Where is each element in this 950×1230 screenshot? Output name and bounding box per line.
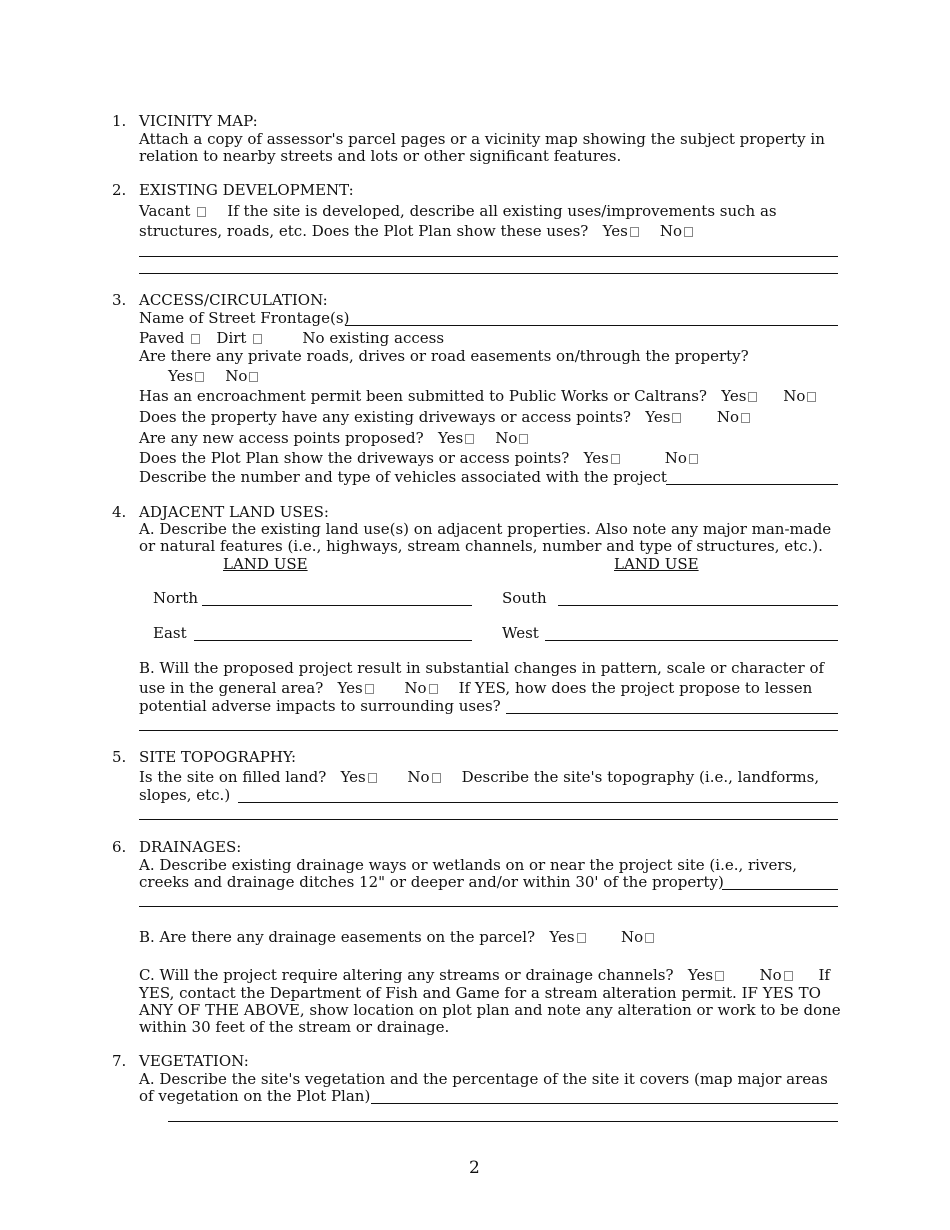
section-4b-line-3: potential adverse impacts to surrounding uses?: [139, 697, 501, 715]
section-6a-line-2: creeks and drainage ditches 12" or deeper and/or within 30' of the property): [139, 873, 724, 891]
surface-row: [139, 329, 444, 347]
private-roads-question: Are there any private roads, drives or road easements on/through the property?: [139, 347, 749, 365]
yes-label: Yes: [721, 387, 747, 405]
dirt-checkbox[interactable]: [253, 334, 262, 344]
yes-label: Yes: [437, 429, 464, 447]
yes-checkbox[interactable]: [672, 413, 681, 423]
section-4b-line-2: [139, 679, 812, 697]
section-7a-line-1: A. Describe the site's vegetation and the percentage of the site it covers (map major areas: [139, 1070, 828, 1088]
section-5-line-1: [139, 768, 819, 786]
no-label: No: [659, 222, 683, 240]
yes-checkbox[interactable]: [365, 684, 374, 694]
yes-checkbox[interactable]: [195, 372, 204, 382]
driveways-question: Does the property have any existing driveways or access points?: [139, 408, 631, 426]
section-4b-question: use in the general area?: [139, 679, 324, 697]
no-checkbox[interactable]: [689, 454, 698, 464]
topography-input-line-1[interactable]: [238, 802, 838, 803]
no-label: No: [664, 449, 687, 467]
vacant-label: Vacant: [139, 202, 191, 220]
no-checkbox[interactable]: [684, 227, 693, 237]
no-checkbox[interactable]: [784, 971, 793, 981]
section-1-title: VICINITY MAP:: [139, 112, 258, 130]
no-existing-access-label: No existing access: [302, 329, 445, 347]
no-label: No: [783, 387, 806, 405]
yes-checkbox[interactable]: [611, 454, 620, 464]
yes-label: Yes: [602, 222, 628, 240]
yes-checkbox[interactable]: [368, 773, 377, 783]
land-use-heading-left: LAND USE: [223, 555, 308, 573]
south-input[interactable]: [558, 605, 838, 606]
section-6c-line-3: ANY OF THE ABOVE, show location on plot plan and note any alteration or work to be done: [139, 1001, 841, 1019]
section-2-title: EXISTING DEVELOPMENT:: [139, 181, 354, 199]
new-access-question: Are any new access points proposed?: [139, 429, 424, 447]
section-6b-row: [139, 928, 656, 946]
yes-checkbox[interactable]: [465, 434, 474, 444]
drainage-input-line-2[interactable]: [139, 906, 838, 907]
section-5-line-2: slopes, etc.): [139, 786, 231, 804]
section-4-title: ADJACENT LAND USES:: [139, 503, 329, 521]
section-7-title: VEGETATION:: [139, 1052, 249, 1070]
yes-checkbox[interactable]: [715, 971, 724, 981]
drainage-easements-question: B. Are there any drainage easements on the parcel?: [139, 928, 536, 946]
section-4b-line-1: B. Will the proposed project result in substantial changes in pattern, scale or character of: [139, 659, 825, 677]
yes-label: Yes: [168, 367, 194, 385]
section-4-number: 4.: [112, 503, 127, 521]
vegetation-input-line-2[interactable]: [168, 1121, 838, 1122]
section-3-title: ACCESS/CIRCULATION:: [139, 291, 328, 309]
topography-input-line-2[interactable]: [139, 819, 838, 820]
land-use-heading-right: LAND USE: [614, 555, 699, 573]
section-4a-line-1: A. Describe the existing land use(s) on adjacent properties. Also note any major man-made: [139, 520, 832, 538]
private-roads-options: [168, 367, 260, 385]
section-6a-line-1: A. Describe existing drainage ways or wetlands on or near the project site (i.e., rivers,: [139, 856, 797, 874]
existing-uses-question: If the site is developed, describe all existing uses/improvements such as: [227, 202, 777, 220]
topography-question: Describe the site's topography (i.e., landforms,: [461, 768, 820, 786]
section-4a-line-2: or natural features (i.e., highways, stream channels, number and type of structures, etc.).: [139, 537, 823, 555]
filled-land-question: Is the site on filled land?: [139, 768, 327, 786]
section-2-line-1: [139, 202, 777, 220]
section-7-number: 7.: [112, 1052, 127, 1070]
section-7a-line-2: of vegetation on the Plot Plan): [139, 1087, 371, 1105]
no-checkbox[interactable]: [429, 684, 438, 694]
drainage-input-line-1[interactable]: [722, 889, 838, 890]
no-label: No: [404, 679, 427, 697]
no-checkbox[interactable]: [519, 434, 528, 444]
south-label: South: [502, 589, 547, 607]
no-label: No: [716, 408, 740, 426]
altering-streams-question: C. Will the project require altering any streams or drainage channels?: [139, 966, 674, 984]
vegetation-input-line-1[interactable]: [371, 1103, 838, 1104]
new-access-row: [139, 429, 530, 447]
yes-label: Yes: [645, 408, 671, 426]
vacant-checkbox[interactable]: [197, 207, 206, 217]
west-label: West: [502, 624, 539, 642]
dirt-label: Dirt: [216, 329, 247, 347]
driveways-row: [139, 408, 752, 426]
vehicles-question: Describe the number and type of vehicles associated with the project: [139, 468, 667, 486]
existing-uses-input-line-2[interactable]: [139, 273, 838, 274]
no-label: No: [407, 768, 430, 786]
encroachment-row: [139, 387, 818, 405]
paved-label: Paved: [139, 329, 185, 347]
yes-label: Yes: [549, 928, 575, 946]
north-label: North: [153, 589, 199, 607]
street-frontage-label: Name of Street Frontage(s): [139, 309, 350, 327]
section-5-title: SITE TOPOGRAPHY:: [139, 748, 297, 766]
no-label: No: [620, 928, 644, 946]
yes-checkbox[interactable]: [630, 227, 639, 237]
page-number: 2: [469, 1158, 480, 1178]
if-label: If: [818, 966, 830, 984]
section-6c-line-2: YES, contact the Department of Fish and Game for a stream alteration permit. IF YES TO: [139, 984, 821, 1002]
street-frontage-input[interactable]: [345, 325, 838, 326]
section-1-number: 1.: [112, 112, 127, 130]
plot-plan-uses-question: structures, roads, etc. Does the Plot Plan show these uses?: [139, 222, 589, 240]
section-4b-if-yes: If YES, how does the project propose to lessen: [458, 679, 813, 697]
existing-uses-input-line-1[interactable]: [139, 256, 838, 257]
no-label: No: [495, 429, 518, 447]
no-checkbox[interactable]: [645, 933, 654, 943]
section-5-number: 5.: [112, 748, 127, 766]
yes-label: Yes: [337, 679, 363, 697]
yes-label: Yes: [687, 966, 714, 984]
section-3-number: 3.: [112, 291, 127, 309]
yes-label: Yes: [340, 768, 366, 786]
yes-checkbox[interactable]: [577, 933, 586, 943]
west-input[interactable]: [545, 640, 838, 641]
no-label: No: [225, 367, 248, 385]
east-input[interactable]: [194, 640, 472, 641]
section-1-text-line-2: relation to nearby streets and lots or other significant features.: [139, 147, 622, 165]
section-6c-line-1: [139, 966, 830, 984]
north-input[interactable]: [202, 605, 472, 606]
plot-plan-driveways-question: Does the Plot Plan show the driveways or access points?: [139, 449, 570, 467]
section-6-title: DRAINAGES:: [139, 838, 242, 856]
no-checkbox[interactable]: [807, 392, 816, 402]
east-label: East: [153, 624, 187, 642]
section-6-number: 6.: [112, 838, 127, 856]
yes-label: Yes: [583, 449, 609, 467]
yes-checkbox[interactable]: [748, 392, 757, 402]
plot-plan-driveways-row: [139, 449, 700, 467]
vehicles-input[interactable]: [666, 484, 838, 485]
no-label: No: [759, 966, 782, 984]
no-checkbox[interactable]: [249, 372, 258, 382]
section-6c-line-4: within 30 feet of the stream or drainage.: [139, 1018, 450, 1036]
no-checkbox[interactable]: [741, 413, 750, 423]
adverse-impacts-input-line-1[interactable]: [506, 713, 838, 714]
section-1-text-line-1: Attach a copy of assessor's parcel pages or a vicinity map showing the subject property in: [139, 130, 825, 148]
no-checkbox[interactable]: [432, 773, 441, 783]
adverse-impacts-input-line-2[interactable]: [139, 730, 838, 731]
section-2-line-2: [139, 222, 695, 240]
section-2-number: 2.: [112, 181, 127, 199]
paved-checkbox[interactable]: [191, 334, 200, 344]
encroachment-question: Has an encroachment permit been submitted to Public Works or Caltrans?: [139, 387, 707, 405]
